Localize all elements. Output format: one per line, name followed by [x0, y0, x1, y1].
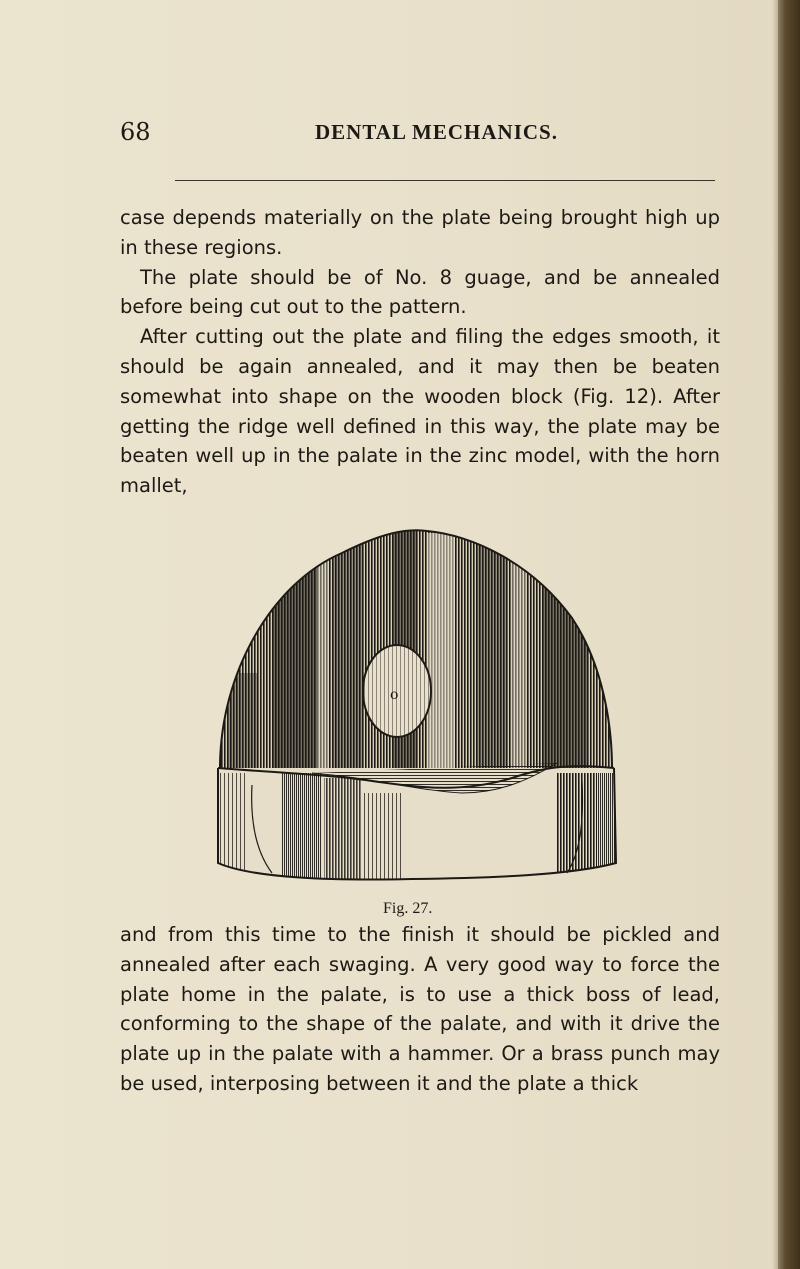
paragraph: After cutting out the plate and filing the edges smooth, it should be again annealed, and it may then be beaten somewhat into shape on the wooden block (Fig. 12). After getting the ridge well defined in this way, the plate may be beaten well up in the palate in the zinc model, with the horn mallet,	[120, 325, 720, 498]
top-text-block	[120, 203, 720, 501]
running-title: DENTAL MECHANICS.	[315, 120, 558, 144]
paragraph: case depends materially on the plate being brought high up in these regions.	[120, 206, 720, 259]
paragraph: and from this time to the finish it should be pickled and annealed after each swaging. A very good way to force the plate home in the palate, is to use a thick boss of lead, conforming to the shape of the palate, and with it drive the plate up in the palate with a hammer. Or a brass punch may be used, interposing between it and the plate a thick	[120, 923, 720, 1095]
page-number: 68	[120, 118, 151, 146]
wooden-block-engraving-icon	[212, 523, 622, 893]
book-edge	[778, 0, 800, 1269]
paragraph: The plate should be of No. 8 guage, and be annealed before being cut out to the pattern.	[120, 265, 720, 319]
hole-label: o	[390, 687, 399, 703]
figure-illustration	[212, 523, 622, 893]
running-head	[120, 118, 780, 158]
header-rule	[175, 180, 715, 181]
bottom-text-block	[120, 920, 720, 1099]
figure-caption: Fig. 27.	[383, 900, 433, 917]
